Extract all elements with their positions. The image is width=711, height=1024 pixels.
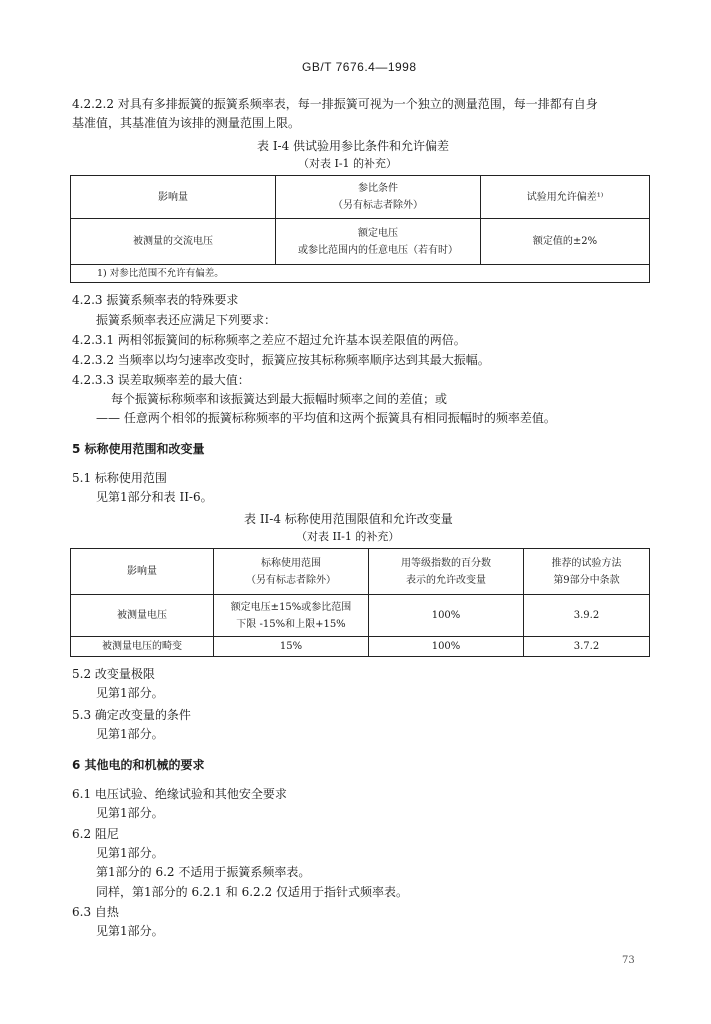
table2-row1-variation: 100%	[369, 595, 524, 637]
table2-header-var-line2: 表示的允许改变量	[406, 574, 486, 586]
table1-row-ref-line2: 或参比范围内的任意电压（若有时）	[298, 244, 458, 256]
table2-row1-range-line2: 下限 -15%和上限+15%	[236, 618, 346, 630]
heading-5-3: 5.3 确定改变量的条件	[72, 708, 191, 722]
table2-row2-variation: 100%	[369, 637, 524, 657]
para-5-2: 见第1部分。	[96, 686, 164, 700]
table2-caption: 表 II-4 标称使用范围限值和允许改变量	[244, 512, 453, 526]
table1-row-influence: 被测量的交流电压	[71, 219, 276, 265]
table1-note: 1) 对参比范围不允许有偏差。	[71, 265, 650, 283]
table2-header-test-line1: 推荐的试验方法	[551, 557, 622, 569]
para-5-3: 见第1部分。	[96, 727, 164, 741]
heading-5-1: 5.1 标称使用范围	[72, 471, 167, 485]
heading-6: 6 其他电的和机械的要求	[72, 758, 205, 772]
table1-row-tolerance: 额定值的±2%	[481, 219, 650, 265]
table1-header-reference	[276, 176, 481, 219]
table1-subcaption: （对表 I-1 的补充）	[298, 157, 398, 170]
para-4-2-2-2-line1: 4.2.2.2 对具有多排振簧的振簧系频率表，每一排振簧可视为一个独立的测量范围，每一排都有自身	[72, 97, 598, 111]
table2-row1-range-line1: 额定电压±15%或参比范围	[230, 601, 352, 613]
table2-header-test	[524, 549, 650, 595]
para-6-2-line2: 第1部分的 6.2 不适用于振簧系频率表。	[96, 865, 311, 879]
table2-row1-test: 3.9.2	[524, 595, 650, 637]
para-4-2-3-intro: 振簧系频率表还应满足下列要求：	[96, 313, 277, 327]
heading-5-2: 5.2 改变量极限	[72, 667, 155, 681]
table2-header-variation	[369, 549, 524, 595]
heading-6-2: 6.2 阻尼	[72, 827, 119, 841]
table2-header-range-line1: 标称使用范围	[261, 557, 321, 569]
item-4-2-3-3-dash1: 每个振簧标称频率和该振簧达到最大振幅时频率之间的差值；或	[111, 392, 448, 406]
table1-header-tolerance: 试验用允许偏差¹⁾	[481, 176, 650, 219]
table2-row2-influence: 被测量电压的畸变	[71, 637, 214, 657]
para-6-2-line1: 见第1部分。	[96, 846, 164, 860]
para-4-2-2-2-line2: 基准值，其基准值为该排的测量范围上限。	[72, 116, 301, 130]
table2-header-influence: 影响量	[71, 549, 214, 595]
item-4-2-3-3-dash2: —— 任意两个相邻的振簧标称频率的平均值和这两个振簧具有相同振幅时的频率差值。	[96, 411, 556, 425]
table2-header-range	[214, 549, 369, 595]
table2-subcaption: （对表 II-1 的补充）	[296, 530, 400, 543]
table1-caption: 表 I-4 供试验用参比条件和允许偏差	[257, 139, 450, 153]
table1-row-reference	[276, 219, 481, 265]
item-4-2-3-1: 4.2.3.1 两相邻振簧间的标称频率之差应不超过允许基本误差限值的两倍。	[72, 333, 466, 347]
para-6-1: 见第1部分。	[96, 806, 164, 820]
table1	[70, 175, 650, 283]
heading-6-1: 6.1 电压试验、绝缘试验和其他安全要求	[72, 787, 287, 801]
table2-header-var-line1: 用等级指数的百分数	[401, 557, 491, 569]
table2-header-range-line2: （另有标志者除外）	[246, 574, 336, 586]
page-number: 73	[622, 955, 635, 966]
item-4-2-3-3: 4.2.3.3 误差取频率差的最大值：	[72, 373, 250, 387]
para-6-2-line3: 同样，第1部分的 6.2.1 和 6.2.2 仅适用于指针式频率表。	[96, 885, 408, 899]
standard-header: GB/T 7676.4—1998	[302, 60, 417, 74]
heading-6-3: 6.3 自热	[72, 905, 119, 919]
table2	[70, 548, 650, 657]
heading-4-2-3: 4.2.3 振簧系频率表的特殊要求	[72, 293, 239, 307]
table2-header-test-line2: 第9部分中条款	[553, 574, 620, 586]
table2-row2-test: 3.7.2	[524, 637, 650, 657]
table-row	[71, 637, 650, 657]
table1-header-ref-line2: （另有标志者除外）	[333, 200, 423, 211]
heading-5: 5 标称使用范围和改变量	[72, 442, 205, 456]
item-4-2-3-2: 4.2.3.2 当频率以均匀速率改变时，振簧应按其标称频率顺序达到其最大振幅。	[72, 353, 490, 367]
table1-header-ref-line1: 参比条件	[358, 183, 398, 194]
table-row	[71, 595, 650, 637]
table2-row1-range	[214, 595, 369, 637]
table2-row1-influence: 被测量电压	[71, 595, 214, 637]
table2-row2-range: 15%	[214, 637, 369, 657]
table1-header-influence: 影响量	[71, 176, 276, 219]
para-5-1: 见第1部分和表 II-6。	[96, 490, 213, 504]
table1-row-ref-line1: 额定电压	[358, 227, 398, 239]
para-6-3: 见第1部分。	[96, 924, 164, 938]
